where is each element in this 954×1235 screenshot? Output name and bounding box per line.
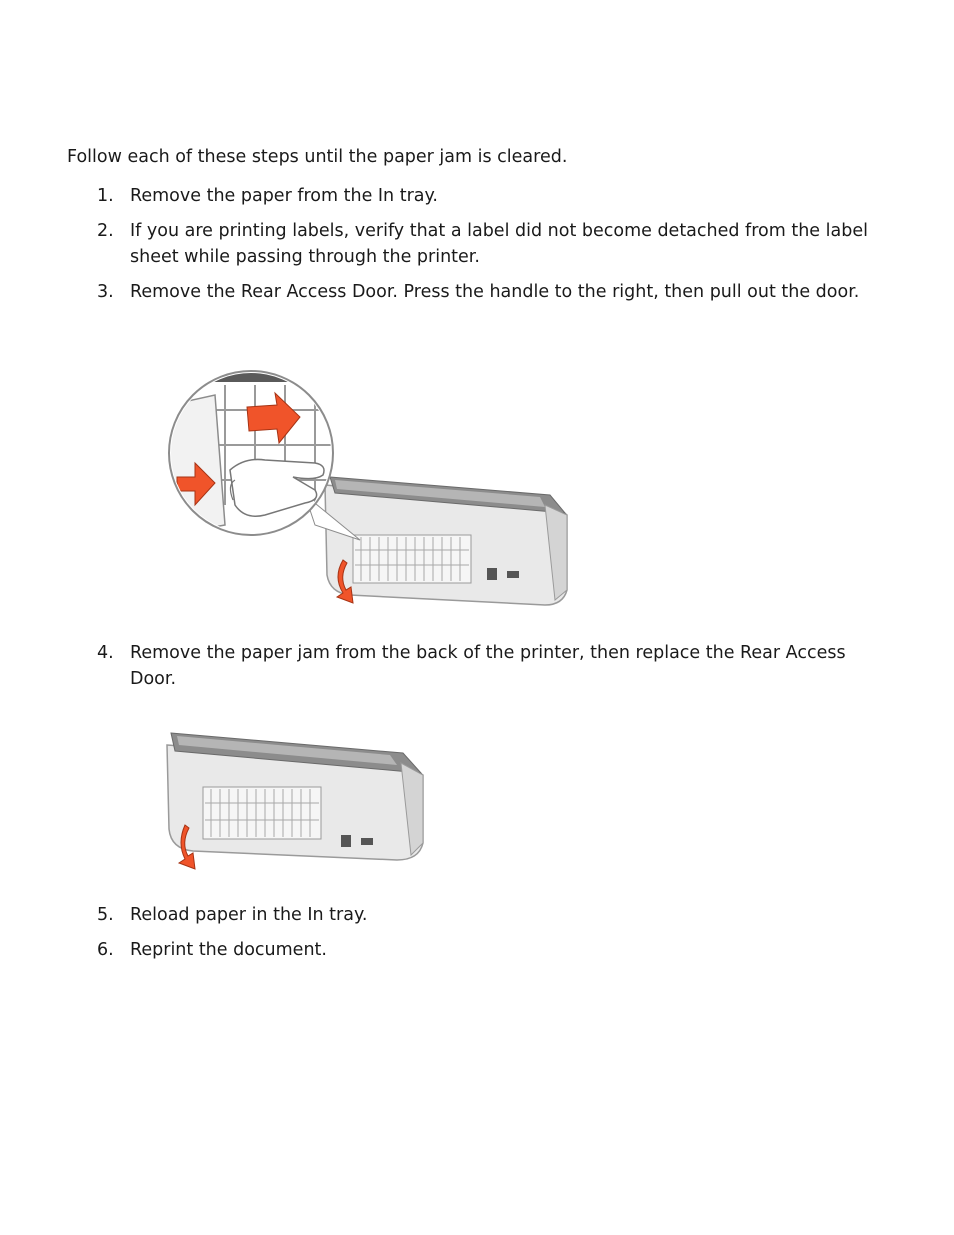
step-3 [97,280,897,306]
usb-port-icon [361,838,373,845]
step-text: Reload paper in the In tray. [130,905,368,925]
usb-port-icon [507,571,519,578]
step-text: If you are printing labels, verify that a label did not become detached from the label sheet while passing through the printer. [130,221,868,267]
step-6 [97,938,897,964]
step-2 [97,219,897,270]
step-text: Reprint the document. [130,940,327,960]
intro-text: Follow each of these steps until the paper jam is cleared. [67,147,568,167]
step-number: 6. [97,940,114,960]
figure-replace-rear-door [165,725,427,875]
step-number: 3. [97,282,114,302]
step-text: Remove the paper from the In tray. [130,186,438,206]
step-1 [97,184,897,210]
step-text: Remove the Rear Access Door. Press the handle to the right, then pull out the door. [130,282,860,302]
step-number: 1. [97,186,114,206]
step-5 [97,903,897,929]
power-port-icon [341,835,351,847]
printer-body [325,477,567,605]
step-4 [97,641,897,692]
power-port-icon [487,568,497,580]
step-number: 4. [97,643,114,663]
step-number: 2. [97,221,114,241]
printer-body [167,733,423,860]
step-text: Remove the paper jam from the back of the printer, then replace the Rear Access Door. [130,643,846,689]
figure-remove-rear-door [165,365,575,615]
printer-rear-illustration [165,725,427,875]
step-number: 5. [97,905,114,925]
printer-rear-door-illustration [165,365,575,615]
